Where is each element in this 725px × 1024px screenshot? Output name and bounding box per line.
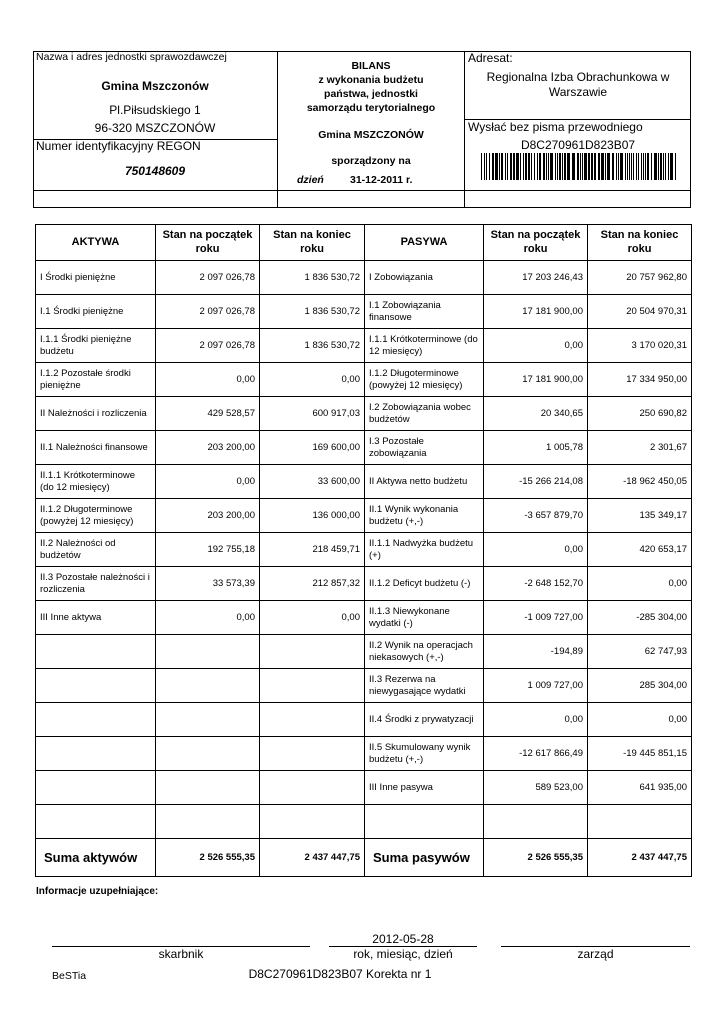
aktywa-start: [156, 635, 260, 669]
aktywa-end: 136 000,00: [260, 499, 365, 533]
pasywa-end: -19 445 851,15: [588, 737, 692, 771]
pasywa-start: 0,00: [484, 533, 588, 567]
report-title: [278, 59, 464, 115]
pasywa-start: 589 523,00: [484, 771, 588, 805]
pasywa-label: II.2 Wynik na operacjach niekasowych (+,-): [365, 635, 484, 669]
table-row: [36, 499, 692, 533]
title-line-3: państwa, jednostki: [324, 88, 418, 100]
addressee-name: Regionalna Izba Obrachunkowa w Warszawie: [486, 70, 670, 99]
table-row: [36, 669, 692, 703]
aktywa-start: 0,00: [156, 601, 260, 635]
pasywa-start: -194,89: [484, 635, 588, 669]
aktywa-start: 429 528,57: [156, 397, 260, 431]
pasywa-start: 1 005,78: [484, 431, 588, 465]
aktywa-start: 203 200,00: [156, 499, 260, 533]
title-line-1: BILANS: [351, 60, 391, 72]
sum-aktywa-label: Suma aktywów: [36, 839, 156, 877]
pasywa-end: 20 504 970,31: [588, 295, 692, 329]
pasywa-start: -15 266 214,08: [484, 465, 588, 499]
title-line-2: z wykonania budżetu: [318, 74, 424, 86]
aktywa-start: [156, 771, 260, 805]
sum-pasywa-label: Suma pasywów: [365, 839, 484, 877]
unit-address-street: Pl.Piłsudskiego 1: [109, 103, 201, 117]
pasywa-label: I.2 Zobowiązania wobec budżetów: [365, 397, 484, 431]
pasywa-label: I.1.1 Krótkoterminowe (do 12 miesięcy): [365, 329, 484, 363]
prepared-label: sporządzony na: [331, 155, 411, 167]
aktywa-label: I.1 Środki pieniężne: [36, 295, 156, 329]
aktywa-label: II.1.1 Krótkoterminowe (do 12 miesięcy): [36, 465, 156, 499]
pasywa-end: 135 349,17: [588, 499, 692, 533]
pasywa-label: [365, 805, 484, 839]
table-row: [36, 737, 692, 771]
document-code: D8C270961D823B07: [520, 138, 636, 152]
aktywa-start: 33 573,39: [156, 567, 260, 601]
aktywa-end: 0,00: [260, 601, 365, 635]
pasywa-start: 1 009 727,00: [484, 669, 588, 703]
aktywa-start: [156, 737, 260, 771]
aktywa-label: III Inne aktywa: [36, 601, 156, 635]
aktywa-label: I.1.2 Pozostałe środki pieniężne: [36, 363, 156, 397]
pasywa-label: I Zobowiązania: [365, 261, 484, 295]
send-note: Wysłać bez pisma przewodniego: [468, 120, 643, 134]
pasywa-start: 20 340,65: [484, 397, 588, 431]
aktywa-label: [36, 737, 156, 771]
table-row: [36, 431, 692, 465]
aktywa-start: [156, 703, 260, 737]
sign-date: 2012-05-28: [372, 932, 434, 946]
table-row: [36, 771, 692, 805]
pasywa-end: 420 653,17: [588, 533, 692, 567]
barcode-image: [481, 153, 677, 180]
aktywa-end: [260, 669, 365, 703]
aktywa-label: II.1 Należności finansowe: [36, 431, 156, 465]
aktywa-end: [260, 771, 365, 805]
regon-label: Numer identyfikacyjny REGON: [36, 139, 201, 153]
table-row: [36, 295, 692, 329]
aktywa-label: [36, 805, 156, 839]
table-row: [36, 703, 692, 737]
aktywa-label: [36, 669, 156, 703]
aktywa-start: 2 097 026,78: [156, 295, 260, 329]
pasywa-start: -12 617 866,49: [484, 737, 588, 771]
date-caption: rok, miesiąc, dzień: [353, 947, 453, 961]
aktywa-label: I Środki pieniężne: [36, 261, 156, 295]
info-label: Informacje uzupełniające:: [36, 886, 159, 897]
pasywa-start: -2 648 152,70: [484, 567, 588, 601]
table-row: [36, 329, 692, 363]
pasywa-label: III Inne pasywa: [365, 771, 484, 805]
unit-label: Nazwa i adres jednostki sprawozdawczej: [36, 51, 227, 63]
aktywa-start: 0,00: [156, 465, 260, 499]
pasywa-end: -18 962 450,05: [588, 465, 692, 499]
pasywa-label: I.1 Zobowiązania finansowe: [365, 295, 484, 329]
pasywa-label: II.3 Rezerwa na niewygasające wydatki: [365, 669, 484, 703]
header-start-aktywa: Stan na początek roku: [156, 225, 260, 261]
aktywa-end: 1 836 530,72: [260, 295, 365, 329]
zarzad-caption: zarząd: [577, 947, 614, 961]
aktywa-start: [156, 669, 260, 703]
aktywa-label: II Należności i rozliczenia: [36, 397, 156, 431]
unit-address-city: 96-320 MSZCZONÓW: [94, 121, 216, 135]
table-row: [36, 567, 692, 601]
aktywa-start: 2 097 026,78: [156, 261, 260, 295]
pasywa-end: 17 334 950,00: [588, 363, 692, 397]
aktywa-end: [260, 805, 365, 839]
pasywa-start: 17 181 900,00: [484, 363, 588, 397]
table-row: [36, 635, 692, 669]
pasywa-end: [588, 805, 692, 839]
table-row: [36, 601, 692, 635]
aktywa-start: 192 755,18: [156, 533, 260, 567]
aktywa-end: 169 600,00: [260, 431, 365, 465]
sum-aktywa-start: 2 526 555,35: [156, 839, 260, 877]
aktywa-end: 0,00: [260, 363, 365, 397]
gmina-name: Gmina MSZCZONÓW: [318, 129, 424, 141]
pasywa-end: 20 757 962,80: [588, 261, 692, 295]
pasywa-start: 0,00: [484, 703, 588, 737]
aktywa-end: [260, 635, 365, 669]
report-date: 31-12-2011 r.: [350, 174, 413, 186]
header-aktywa: AKTYWA: [36, 225, 156, 261]
balance-table: [35, 224, 692, 877]
aktywa-label: I.1.1 Środki pieniężne budżetu: [36, 329, 156, 363]
aktywa-label: [36, 635, 156, 669]
aktywa-end: 1 836 530,72: [260, 261, 365, 295]
pasywa-start: [484, 805, 588, 839]
aktywa-label: [36, 771, 156, 805]
aktywa-label: II.2 Należności od budżetów: [36, 533, 156, 567]
aktywa-start: 0,00: [156, 363, 260, 397]
table-row: [36, 533, 692, 567]
pasywa-start: 17 203 246,43: [484, 261, 588, 295]
pasywa-end: 285 304,00: [588, 669, 692, 703]
pasywa-label: II.1.3 Niewykonane wydatki (-): [365, 601, 484, 635]
table-row: [36, 465, 692, 499]
aktywa-start: 203 200,00: [156, 431, 260, 465]
pasywa-label: II.1 Wynik wykonania budżetu (+,-): [365, 499, 484, 533]
aktywa-end: 1 836 530,72: [260, 329, 365, 363]
pasywa-end: 641 935,00: [588, 771, 692, 805]
pasywa-label: II.4 Środki z prywatyzacji: [365, 703, 484, 737]
aktywa-start: [156, 805, 260, 839]
aktywa-label: II.3 Pozostałe należności i rozliczenia: [36, 567, 156, 601]
software-name: BeSTia: [52, 970, 87, 982]
aktywa-end: 600 917,03: [260, 397, 365, 431]
pasywa-label: II.1.2 Deficyt budżetu (-): [365, 567, 484, 601]
aktywa-end: [260, 703, 365, 737]
pasywa-start: -3 657 879,70: [484, 499, 588, 533]
pasywa-label: II.1.1 Nadwyżka budżetu (+): [365, 533, 484, 567]
aktywa-end: 212 857,32: [260, 567, 365, 601]
pasywa-start: 0,00: [484, 329, 588, 363]
addressee-label: Adresat:: [468, 51, 513, 65]
header-pasywa: PASYWA: [365, 225, 484, 261]
title-line-4: samorządu terytorialnego: [306, 102, 436, 114]
unit-name: Gmina Mszczonów: [101, 79, 209, 93]
header-end-aktywa: Stan na koniec roku: [260, 225, 365, 261]
pasywa-start: 17 181 900,00: [484, 295, 588, 329]
aktywa-label: II.1.2 Długoterminowe (powyżej 12 miesięcy): [36, 499, 156, 533]
pasywa-end: 2 301,67: [588, 431, 692, 465]
aktywa-end: 218 459,71: [260, 533, 365, 567]
aktywa-end: [260, 737, 365, 771]
day-label: dzień: [297, 174, 324, 186]
header-end-pasywa: Stan na koniec roku: [588, 225, 692, 261]
table-row: [36, 397, 692, 431]
pasywa-start: -1 009 727,00: [484, 601, 588, 635]
header-start-pasywa: Stan na początek roku: [484, 225, 588, 261]
pasywa-end: -285 304,00: [588, 601, 692, 635]
pasywa-end: 62 747,93: [588, 635, 692, 669]
aktywa-label: [36, 703, 156, 737]
sum-row: [36, 839, 692, 877]
pasywa-end: 0,00: [588, 703, 692, 737]
sum-aktywa-end: 2 437 447,75: [260, 839, 365, 877]
pasywa-end: 3 170 020,31: [588, 329, 692, 363]
pasywa-label: I.3 Pozostałe zobowiązania: [365, 431, 484, 465]
table-row: [36, 261, 692, 295]
skarbnik-caption: skarbnik: [158, 947, 204, 961]
pasywa-label: II Aktywa netto budżetu: [365, 465, 484, 499]
pasywa-end: 0,00: [588, 567, 692, 601]
table-row: [36, 805, 692, 839]
pasywa-label: II.5 Skumulowany wynik budżetu (+,-): [365, 737, 484, 771]
table-row: [36, 363, 692, 397]
sum-pasywa-end: 2 437 447,75: [588, 839, 692, 877]
aktywa-start: 2 097 026,78: [156, 329, 260, 363]
pasywa-label: I.1.2 Długoterminowe (powyżej 12 miesięcy): [365, 363, 484, 397]
pasywa-end: 250 690,82: [588, 397, 692, 431]
aktywa-end: 33 600,00: [260, 465, 365, 499]
regon-value: 750148609: [124, 164, 186, 178]
sum-pasywa-start: 2 526 555,35: [484, 839, 588, 877]
correction-note: D8C270961D823B07 Korekta nr 1: [248, 967, 432, 981]
